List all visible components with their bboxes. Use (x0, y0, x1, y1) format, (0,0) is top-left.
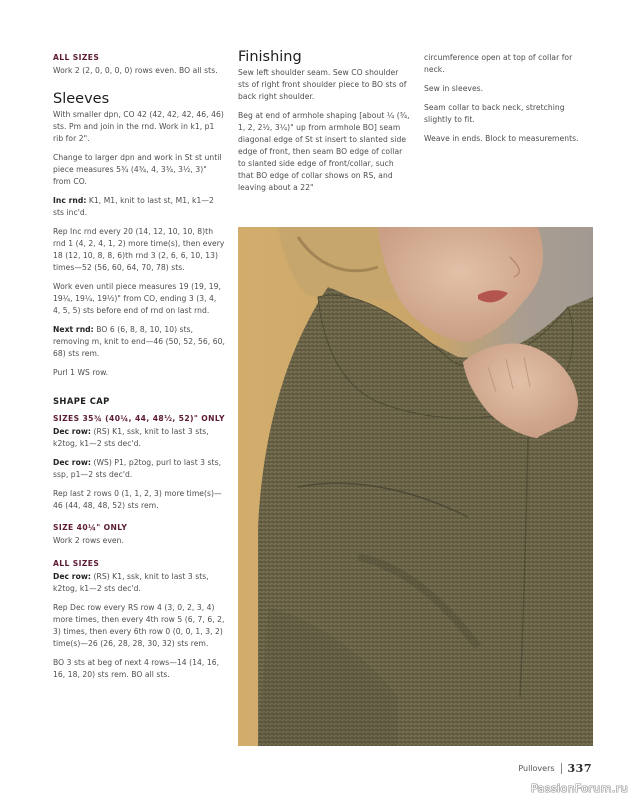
finishing-sleeves: Sew in sleeves. (424, 84, 484, 93)
model-photo (238, 227, 593, 746)
dec-row-rs (53, 426, 225, 450)
middle-column (238, 48, 410, 201)
right-column (424, 52, 590, 152)
page-footer (518, 762, 592, 775)
shape-cap-heading: SHAPE CAP (53, 396, 110, 406)
finishing-neck-opening: circumference open at top of collar for neck. (424, 53, 573, 74)
page-number: 337 (567, 762, 592, 775)
all-dec-row-label: Dec row: (53, 572, 92, 581)
dec-row-ws-label: Dec row: (53, 458, 92, 467)
sleeves-cast-on: With smaller dpn, CO 42 (42, 42, 42, 46, 46) sts. Pm and join in the rnd. Work in k1, p1 rib for 2". (53, 110, 224, 143)
sleeves-next-rnd (53, 324, 225, 360)
inc-rnd-label: Inc rnd: (53, 196, 87, 205)
sleeves-title: Sleeves (53, 91, 110, 107)
left-column (53, 52, 225, 688)
rep-last-rows: Rep last 2 rows 0 (1, 1, 2, 3) more time(s)—46 (44, 48, 48, 52) sts rem. (53, 489, 222, 510)
finishing-collar: Seam collar to back neck, stretching slightly to fit. (424, 103, 565, 124)
sleeves-inc-rnd (53, 195, 225, 219)
sweater-model-illustration (238, 227, 593, 746)
dec-row-ws-text: (WS) P1, p2tog, purl to last 3 sts, ssp, p1—2 sts dec'd. (53, 458, 222, 479)
sleeves-change-needles: Change to larger dpn and work in St st until piece measures 5¾ (4¾, 4, 3¾, 3½, 3)" from CO. (53, 153, 222, 186)
inc-rnd-text: K1, M1, knit to last st, M1, k1—2 sts inc'd. (53, 196, 214, 217)
all-sizes-heading: ALL SIZES (53, 53, 100, 62)
finishing-shoulder: Sew left shoulder seam. Sew CO shoulder sts of right front shoulder piece to BO sts of back right shoulder. (238, 68, 407, 101)
dec-row-rs-text: (RS) K1, ssk, knit to last 3 sts, k2tog, k1—2 sts dec'd. (53, 427, 209, 448)
sleeves-rep-inc: Rep Inc rnd every 20 (14, 12, 10, 10, 8)th rnd 1 (4, 2, 4, 1, 2) more time(s), then every 18 (12, 10, 8, 8, 6)th rnd 3 (2, 6, 6, 10, 13) times—52 (56, 60, 64, 70, 78) sts. (53, 227, 225, 272)
rep-dec-row: Rep Dec row every RS row 4 (3, 0, 2, 3, 4) more times, then every 4th row 5 (6, 7, 6, 2, 3) times, then every 6th row 0 (0, 0, 1, 3, 2) time(s)—26 (26, 28, 28, 30, 32) sts rem. (53, 603, 225, 648)
watermark: PassionForum.ru (531, 782, 628, 795)
footer-divider (561, 763, 562, 774)
sizes-only-heading: SIZES 35¾ (40¼, 44, 48½, 52)" ONLY (53, 414, 225, 423)
size-40-heading: SIZE 40¼" ONLY (53, 523, 128, 532)
sweater-sleeve (528, 412, 593, 746)
next-rnd-label: Next rnd: (53, 325, 94, 334)
all-dec-row (53, 571, 225, 595)
sleeves-purl-row: Purl 1 WS row. (53, 368, 109, 377)
sleeves-work-even: Work even until piece measures 19 (19, 19, 19¼, 19¼, 19½)" from CO, ending 3 (3, 4, 4, 5, 5) sts before end of rnd on last rnd. (53, 282, 222, 315)
next-rnd-text: BO 6 (6, 8, 8, 10, 10) sts, removing m, knit to end—46 (50, 52, 56, 60, 68) sts rem. (53, 325, 225, 358)
bind-off-text: BO 3 sts at beg of next 4 rows—14 (14, 16, 16, 18, 20) sts rem. BO all sts. (53, 658, 220, 679)
finishing-title: Finishing (238, 49, 302, 65)
finishing-armhole: Beg at end of armhole shaping [about ¼ (¾, 1, 2, 2½, 3¼)" up from armhole BO] seam diagonal edge of St st insert to slanted side edge of front, then seam BO edge of collar to slanted side edge of front/collar, such that BO edge of collar shows on RS, and leaving about a 22" (238, 111, 410, 192)
dec-row-ws (53, 457, 225, 481)
all-sizes-cap-heading: ALL SIZES (53, 559, 100, 568)
section-name: Pullovers (518, 764, 555, 773)
all-dec-row-text: (RS) K1, ssk, knit to last 3 sts, k2tog, k1—2 sts dec'd. (53, 572, 209, 593)
dec-row-rs-label: Dec row: (53, 427, 92, 436)
finishing-weave: Weave in ends. Block to measurements. (424, 134, 579, 143)
size-40-text: Work 2 rows even. (53, 536, 124, 545)
all-sizes-text: Work 2 (2, 0, 0, 0, 0) rows even. BO all sts. (53, 66, 218, 75)
